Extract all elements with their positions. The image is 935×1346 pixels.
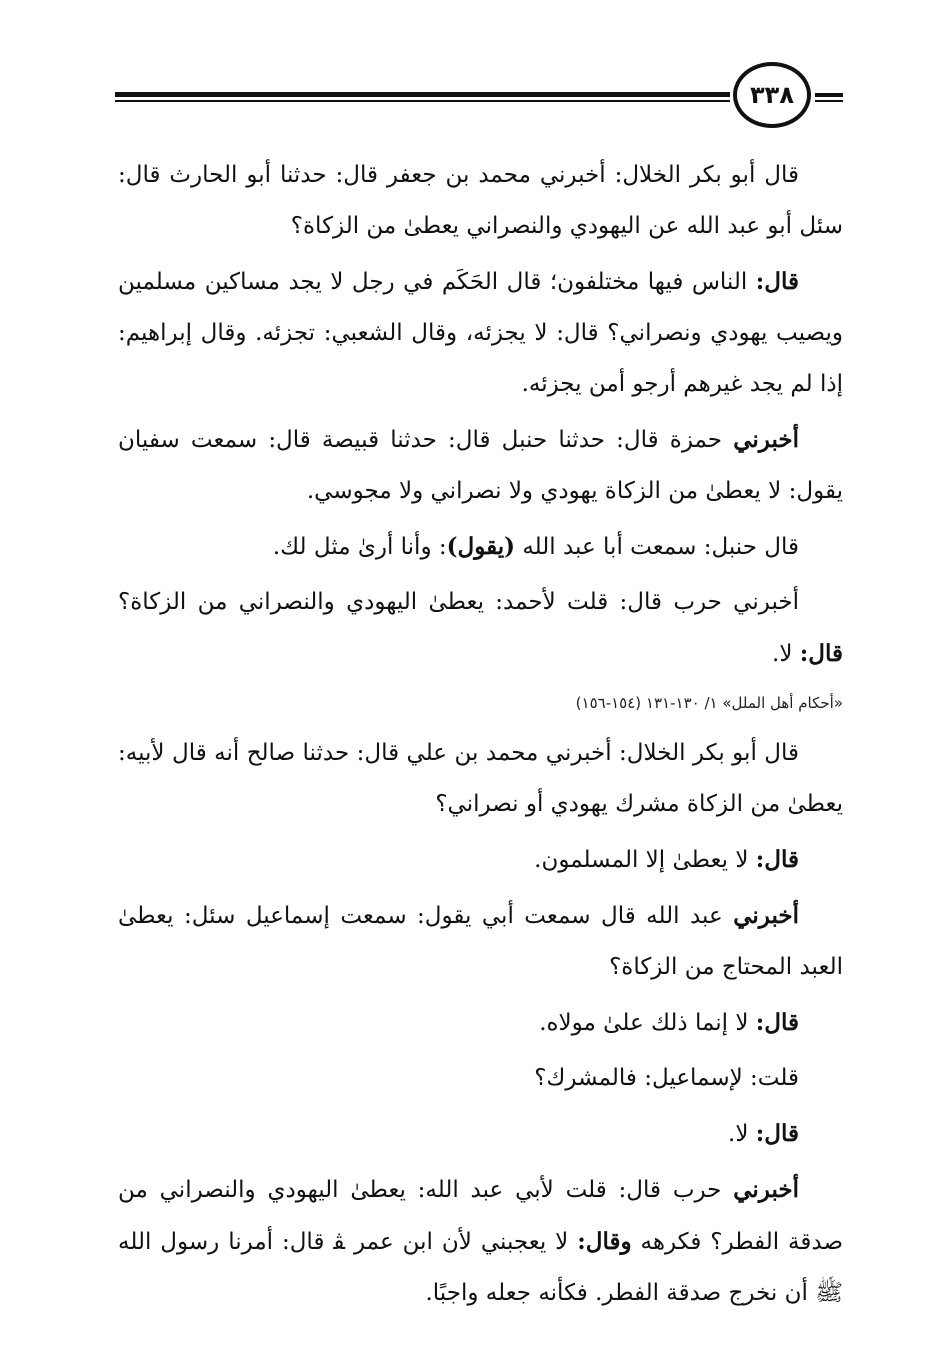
source-reference: «أحكام أهل الملل» ١/ ١٣٠-١٣١ (١٥٤-١٥٦) [575, 694, 843, 712]
paragraph: قال حنبل: سمعت أبا عبد الله (يقول): وأنا أرىٰ مثل لك. [272, 533, 799, 560]
page-header [115, 62, 843, 134]
paragraph: قال: لا إنما ذلك علىٰ مولاه. [539, 1009, 799, 1036]
paragraph: أخبرني عبد الله قال سمعت أبي يقول: سمعت إسماعيل سئل: يعطىٰ العبد المحتاج من الزكاة؟ [118, 902, 843, 980]
header-rule-thin [115, 100, 730, 102]
page-body [118, 150, 843, 1323]
paragraph: قال: لا. [728, 1120, 799, 1147]
paragraph: قال: لا يعطىٰ إلا المسلمون. [534, 846, 799, 873]
paragraph: أخبرني حرب قال: قلت لأبي عبد الله: يعطىٰ اليهودي والنصراني من صدقة الفطر؟ فكرهه وقال: لا يعجبني لأن ابن عمر ﭭ قال: أمرنا رسول الله ﷺ أن نخرج صدقة الفطر. فكأنه جعله واجبًا. [118, 1176, 843, 1306]
paragraph: قال أبو بكر الخلال: أخبرني محمد بن جعفر قال: حدثنا أبو الحارث قال: سئل أبو عبد الله عن اليهودي والنصراني يعطىٰ من الزكاة؟ [118, 162, 843, 239]
header-rule [115, 92, 730, 97]
paragraph: أخبرني حرب قال: قلت لأحمد: يعطىٰ اليهودي والنصراني من الزكاة؟ قال: لا. [118, 589, 843, 667]
header-rule-right [815, 93, 843, 97]
paragraph: أخبرني حمزة قال: حدثنا حنبل قال: حدثنا قبيصة قال: سمعت سفيان يقول: لا يعطىٰ من الزكاة يهودي ولا نصراني ولا مجوسي. [118, 426, 843, 504]
paragraph: قال: الناس فيها مختلفون؛ قال الحَكَم في رجل لا يجد مساكين مسلمين ويصيب يهودي ونصراني؟ قال: لا يجزئه، وقال الشعبي: تجزئه. وقال إبراهيم: إذا لم يجد غيرهم أرجو أمن يجزئه. [118, 268, 843, 397]
page-number: ٣٣٨ [733, 62, 811, 128]
paragraph: قال أبو بكر الخلال: أخبرني محمد بن علي قال: حدثنا صالح أنه قال لأبيه: يعطىٰ من الزكاة مشرك يهودي أو نصراني؟ [118, 740, 843, 817]
paragraph: قلت: لإسماعيل: فالمشرك؟ [534, 1065, 799, 1091]
header-rule-right-thin [815, 100, 843, 102]
